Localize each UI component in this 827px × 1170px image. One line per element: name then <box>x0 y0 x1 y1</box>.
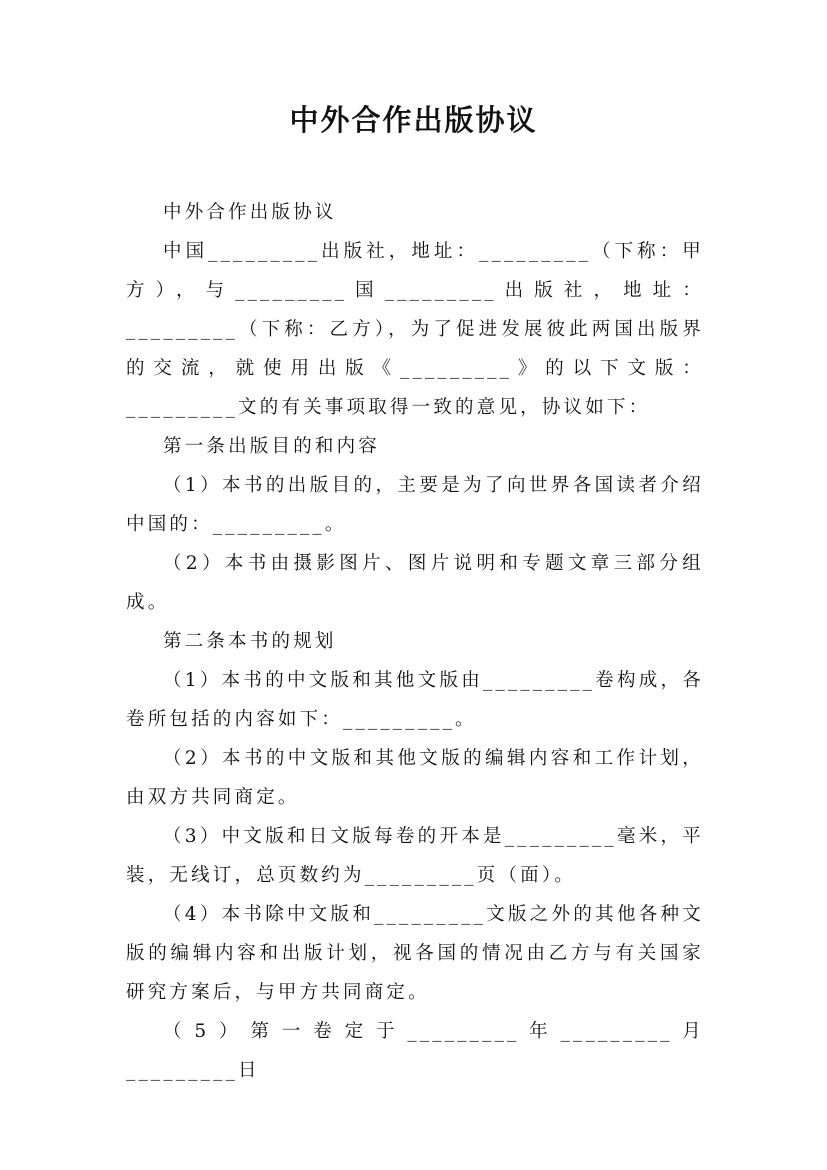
article-2-heading: 第二条本书的规划 <box>163 631 337 652</box>
article-2-clause-4: （4）本书除中文版和_________文版之外的其他各种文版的编辑内容和出版计划，视各国的情况由乙方与有关国家研究方案后，与甲方共同商定。 <box>126 904 704 1003</box>
article-2-clause-2: （2）本书的中文版和其他文版的编辑内容和工作计划，由双方共同商定。 <box>126 748 704 808</box>
article-2-clause-5: （5）第一卷定于_________年_________月_________日 <box>126 1021 704 1081</box>
document-body <box>126 193 704 1090</box>
article-1-heading: 第一条出版目的和内容 <box>163 436 381 457</box>
article-1-clause-1: （1）本书的出版目的，主要是为了向世界各国读者介绍中国的：_________。 <box>126 475 704 535</box>
article-1-clause-2: （2）本书由摄影图片、图片说明和专题文章三部分组成。 <box>126 553 704 613</box>
article-2-clause-1: （1）本书的中文版和其他文版由_________卷构成，各卷所包括的内容如下：_________。 <box>126 670 704 730</box>
paragraph-heading: 中外合作出版协议 <box>163 202 337 223</box>
document-title: 中外合作出版协议 <box>289 103 538 137</box>
article-2-clause-3: （3）中文版和日文版每卷的开本是_________毫米，平装，无线订，总页数约为_________页（面）。 <box>126 826 704 886</box>
paragraph-parties: 中国_________出版社，地址：_________（下称：甲方），与_________国_________出版社，地址：_________（下称：乙方），为了促进发展彼此两国出版界的交流，就使用出版《_________》的以下文版：_________文的有关事项取得一致的意见，协议如下： <box>126 241 704 418</box>
